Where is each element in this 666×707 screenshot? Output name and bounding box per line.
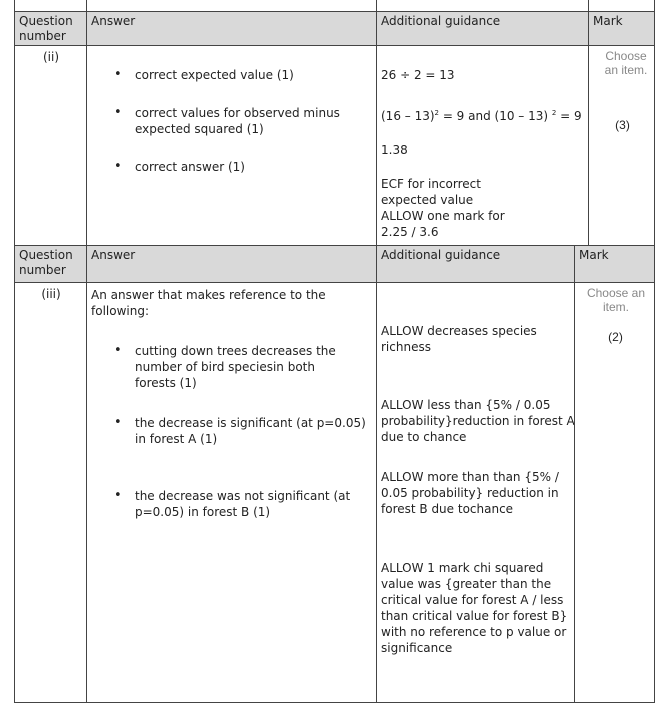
guidance-forest-a-chance: ALLOW less than {5% / 0.05 probability}reduction in forest A due to chance xyxy=(381,398,575,444)
answer-cell-iii xyxy=(86,283,376,702)
question-number-ii: (ii) xyxy=(42,50,60,64)
mark-cell-iii xyxy=(574,283,655,702)
bullet-expected-value: • correct expected value (1) xyxy=(135,67,371,83)
guidance-calc-squared: (16 – 13)$^2$ = 9 and (10 – 13) $^2$ = 9 xyxy=(381,109,582,123)
guidance-forest-b-chance: ALLOW more than than {5% / 0.05 probability} reduction in forest B due tochance xyxy=(381,470,559,516)
bullet-cutting-trees: • cutting down trees decreases the number of bird speciesin both forests (1) xyxy=(135,343,357,391)
mark-value-iii: (2) xyxy=(608,330,623,344)
guidance-ecf: ECF for incorrect expected value xyxy=(381,177,481,207)
guidance-result: 1.38 xyxy=(381,143,408,157)
bullet-observed-minus-expected: • correct values for observed minus expected squared (1) xyxy=(135,105,371,137)
bullet-forest-a-significant: • the decrease is significant (at p=0.05) in forest A (1) xyxy=(135,415,371,447)
header-question-number: Question number xyxy=(14,12,86,45)
header-row-1 xyxy=(14,11,655,46)
header-mark-2: Mark xyxy=(574,246,655,282)
header-mark: Mark xyxy=(588,12,655,45)
bullet-correct-answer: • correct answer (1) xyxy=(135,159,371,175)
question-number-iii: (iii) xyxy=(41,287,61,301)
header-question-number-2: Question number xyxy=(14,246,86,282)
answer-intro: An answer that makes reference to the following: xyxy=(91,288,326,318)
header-additional-guidance-2: Additional guidance xyxy=(376,246,574,282)
mark-value-ii: (3) xyxy=(615,118,630,132)
header-answer: Answer xyxy=(86,12,376,45)
top-stub-row xyxy=(14,0,655,11)
guidance-allow-one-mark: ALLOW one mark for 2.25 / 3.6 xyxy=(381,209,505,239)
header-row-2 xyxy=(14,245,655,283)
part-iii-row xyxy=(14,283,655,703)
guidance-species-richness: ALLOW decreases species richness xyxy=(381,324,537,354)
bullet-forest-b-not-significant: • the decrease was not significant (at p=0.05) in forest B (1) xyxy=(135,488,371,520)
mark-cell-ii xyxy=(588,46,655,245)
header-answer-2: Answer xyxy=(86,246,376,282)
guidance-cell-iii xyxy=(376,283,574,702)
guidance-cell-ii xyxy=(376,46,588,245)
header-additional-guidance: Additional guidance xyxy=(376,12,588,45)
part-ii-row xyxy=(14,46,655,245)
choose-an-item-dropdown-iii[interactable]: Choose an item. xyxy=(586,286,646,314)
answer-cell-ii xyxy=(86,46,376,245)
guidance-chi-squared: ALLOW 1 mark chi squared value was {greater than the critical value for forest A / less than critical value for forest B} with no reference to p value or significance xyxy=(381,561,568,655)
guidance-calc-expected: 26 ÷ 2 = 13 xyxy=(381,68,455,82)
choose-an-item-dropdown[interactable]: Choose an item. xyxy=(604,49,648,77)
